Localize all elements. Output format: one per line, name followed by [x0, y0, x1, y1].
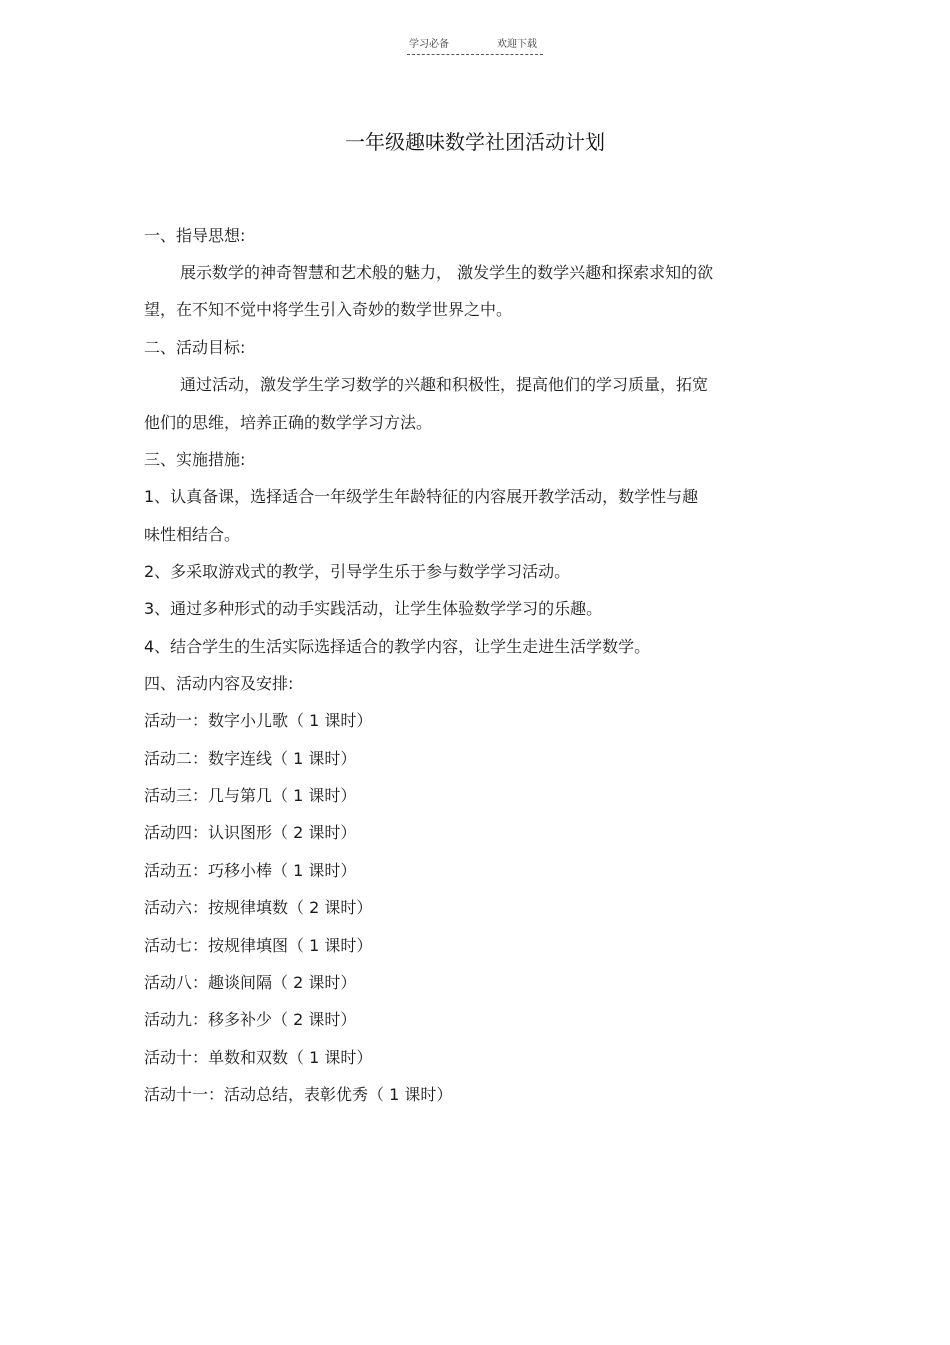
goals-paragraph-line: 通过活动，激发学生学习数学的兴趣和积极性，提高他们的学习质量，拓宽	[180, 375, 709, 394]
activity-item: 活动四：认识图形（ 2 课时）	[144, 823, 357, 842]
section-heading-activities: 四、活动内容及安排:	[144, 674, 294, 693]
measure-item-3: 3、通过多种形式的动手实践活动，让学生体验数学学习的乐趣。	[144, 599, 603, 618]
header-divider	[407, 54, 543, 55]
activity-item: 活动九：移多补少（ 2 课时）	[144, 1010, 357, 1029]
section-heading-measures: 三、实施措施:	[144, 450, 246, 469]
activity-item: 活动七：按规律填图（ 1 课时）	[144, 936, 373, 955]
activity-item: 活动五：巧移小棒（ 1 课时）	[144, 861, 357, 880]
goals-paragraph-line: 他们的思维，培养正确的数学学习方法。	[144, 413, 433, 432]
section-heading-goals: 二、活动目标:	[144, 338, 246, 357]
guiding-paragraph-line: 展示数学的神奇智慧和艺术般的魅力， 激发学生的数学兴趣和探索求知的欲	[180, 263, 714, 282]
measure-item-1: 1、认真备课，选择适合一年级学生年龄特征的内容展开教学活动，数学性与趣	[144, 487, 699, 506]
measure-item-2: 2、多采取游戏式的教学，引导学生乐于参与数学学习活动。	[144, 562, 571, 581]
measure-item-1-continued: 味性相结合。	[144, 525, 241, 544]
activity-item: 活动三：几与第几（ 1 课时）	[144, 786, 357, 805]
activity-item: 活动十：单数和双数（ 1 课时）	[144, 1048, 373, 1067]
header-right-text: 欢迎下载	[497, 39, 537, 50]
activity-item: 活动六：按规律填数（ 2 课时）	[144, 898, 373, 917]
page-header	[407, 38, 543, 56]
header-left-text: 学习必备	[409, 39, 449, 50]
document-title: 一年级趣味数学社团活动计划	[345, 130, 605, 154]
measure-item-4: 4、结合学生的生活实际选择适合的教学内容，让学生走进生活学数学。	[144, 637, 651, 656]
guiding-paragraph-line: 望，在不知不觉中将学生引入奇妙的数学世界之中。	[144, 300, 513, 319]
activity-item: 活动二：数字连线（ 1 课时）	[144, 749, 357, 768]
activity-item: 活动八：趣谈间隔（ 2 课时）	[144, 973, 357, 992]
activity-item: 活动一：数字小儿歌（ 1 课时）	[144, 711, 373, 730]
section-heading-guiding: 一、指导思想:	[144, 226, 246, 245]
activity-item: 活动十一：活动总结，表彰优秀（ 1 课时）	[144, 1085, 453, 1104]
